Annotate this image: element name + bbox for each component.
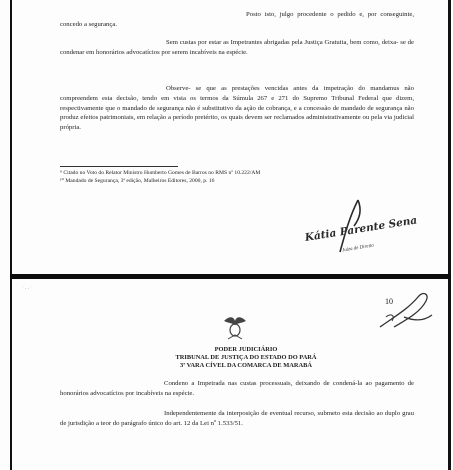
paragraph-condeno: Condeno a Impetrada nas custas processuais, deixando de condená-la ao pagamento de honorários advocatícios por incabíveis na espécie. [60, 380, 414, 397]
signature-name: Kátia Parente Sena [304, 214, 418, 244]
handwritten-initials-icon [374, 287, 436, 335]
footnote-10: ¹⁰ Mandado de Segurança, 3ª edição, Malheiros Editores, 2000, p. 16 [60, 178, 215, 184]
header-tribunal: TRIBUNAL DE JUSTIÇA DO ESTADO DO PARÁ [175, 354, 317, 361]
paragraph-procedente: Posto isto, julgo procedente o pedido e, por conseguinte, concedo a segurança. [60, 11, 414, 28]
coat-of-arms-emblem-icon [222, 313, 248, 341]
footnote-9: ⁹ Citado no Voto do Relator Ministro Humberto Gomes de Barros no RMS nº 10.222/AM [60, 170, 261, 176]
footnote-rule [60, 166, 178, 167]
header-poder-judiciario: PODER JUDICIÁRIO [214, 346, 278, 353]
header-vara: 3ª VARA CÍVEL DA COMARCA DE MARABÁ [180, 362, 312, 369]
document-page-2 [16, 279, 446, 470]
left-scan-border [10, 0, 12, 470]
page-number: 10 [385, 297, 393, 306]
paragraph-custas: Sem custas por estar as Impetrantes abrigadas pela Justiça Gratuita, bem como, deixa- se de condenar em honorários advocatícios por serem incabíveis na espécie. [60, 39, 414, 56]
paragraph-observacao: Observe- se que as prestações vencidas antes da impetração do mandamus não compreendem esta decisão, tendo em vista os termos da Súmula 267 e 271 do Supremo Tribunal Federal que dizem, respectivamente que o mandado de segurança não é substitutivo da ação de cobrança, e a concessão de mandado de segurança não produz efeitos patrimoniais, em relação a período pretérito, os quais devem ser reclamados administrativamente ou pela via judicial própria. [60, 85, 414, 132]
paragraph-recurso: Independentemente da interposição de eventual recurso, submeto esta decisão ao duplo grau de jurisdição a teor do parágrafo único do art. 12 da Lei nº 1.533/51. [60, 410, 414, 427]
right-scan-border [448, 0, 451, 470]
signature-title: Juíza de Direito [341, 243, 375, 254]
scan-speck: ˙ · ·˙ [22, 287, 32, 292]
document-page-1 [16, 0, 446, 274]
